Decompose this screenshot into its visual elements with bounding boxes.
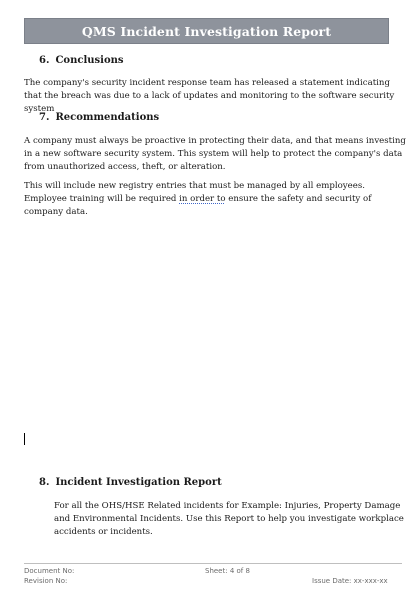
footer-document-no: Document No: xyxy=(24,567,75,575)
report-title: QMS Incident Investigation Report xyxy=(81,23,332,39)
section-title: Incident Investigation Report xyxy=(55,477,222,488)
investigation-paragraph: For all the OHS/HSE Related incidents for Example: Injuries, Property Damage and Environmental Incidents. Use this Report to help you investigate workplace accidents or incidents. xyxy=(54,501,404,537)
grammar-flagged-phrase[interactable]: in order to xyxy=(179,194,226,204)
report-title-bar xyxy=(24,18,389,44)
text-cursor xyxy=(24,433,25,445)
footer-issue-date: Issue Date: xx-xxx-xx xyxy=(312,577,388,585)
footer-revision-no: Revision No: xyxy=(24,577,68,585)
section-title: Recommendations xyxy=(55,112,160,123)
section-heading-investigation xyxy=(39,477,222,488)
section-number: 8. xyxy=(39,477,50,488)
section-number: 6. xyxy=(39,55,50,66)
conclusions-paragraph: The company's security incident response team has released a statement indicating that the breach was due to a lack of updates and monitoring to the software security system xyxy=(24,78,395,114)
footer-sheet: Sheet: 4 of 8 xyxy=(205,567,250,575)
paragraph-text: ensure the safety and security of company data. xyxy=(24,194,372,217)
section-title: Conclusions xyxy=(55,55,124,66)
section-heading-recommendations xyxy=(39,112,159,123)
paragraph-text: This will include new registry entries that must be managed by all employees. Employee training will be required xyxy=(24,181,365,204)
recommendations-paragraph-2 xyxy=(24,180,406,219)
footer-divider xyxy=(24,563,402,564)
section-number: 7. xyxy=(39,112,50,123)
section-heading-conclusions xyxy=(39,55,124,66)
recommendations-paragraph-1: A company must always be proactive in protecting their data, and that means investing in a new software security system. This system will help to protect the company's data from unauthorized access, theft, or alteration. xyxy=(24,136,406,172)
